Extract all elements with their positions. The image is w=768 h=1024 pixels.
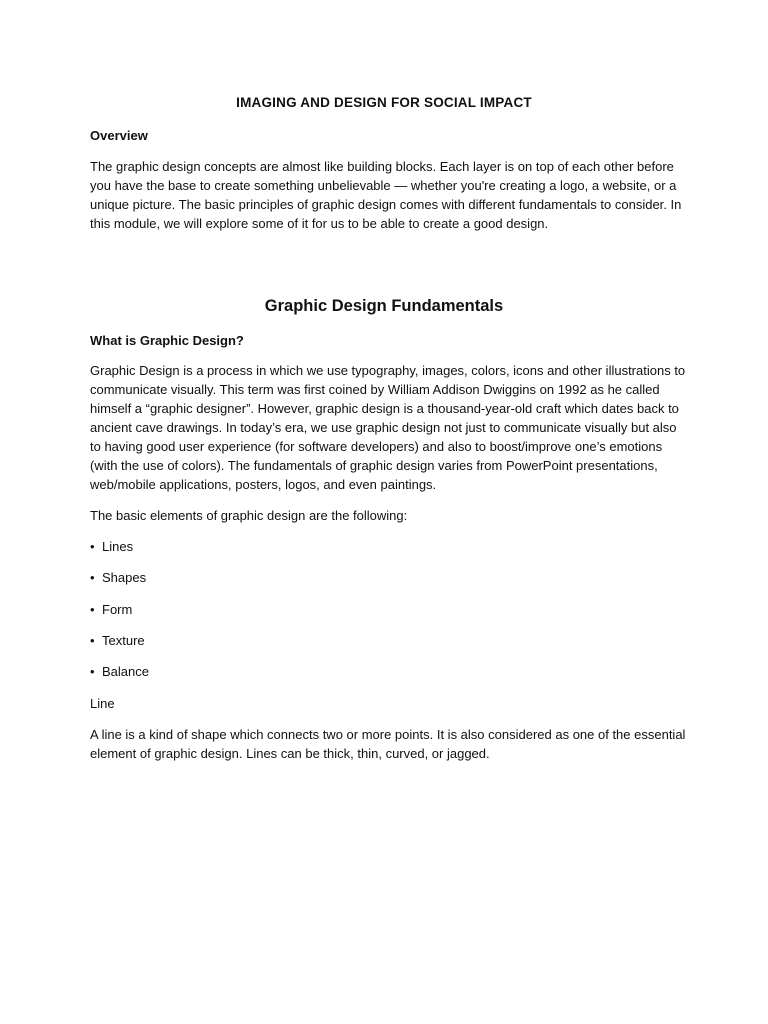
- list-item-label: Shapes: [102, 570, 147, 585]
- list-item-label: Balance: [102, 664, 149, 679]
- what-is-paragraph: Graphic Design is a process in which we use typography, images, colors, icons and other illustrations to communicate visually. This term was first coined by William Addison Dwiggins on 1992 as he called himself a “graphic designer”. However, graphic design is a thousand-year-old craft which dates back to ancient cave drawings. In today’s era, we use graphic design not just to communicate visually but also to having good user experience (for software developers) and also to boost/improve one’s emotions (with the use of colors). The fundamentals of graphic design varies from PowerPoint presentations, web/mobile applications, posters, logos, and even paintings.: [90, 363, 686, 492]
- overview-paragraph: The graphic design concepts are almost like building blocks. Each layer is on top of each other before you have the base to create something unbelievable — whether you're creating a logo, a website, or a unique picture. The basic principles of graphic design comes with different fundamentals to consider. In this module, we will explore some of it for us to be able to create a good design.: [90, 159, 682, 231]
- bullet-icon: •: [90, 664, 95, 679]
- line-paragraph: A line is a kind of shape which connects two or more points. It is also considered as one of the essential element of graphic design. Lines can be thick, thin, curved, or jagged.: [90, 727, 686, 761]
- list-item: [90, 600, 132, 619]
- overview-label: Overview: [90, 128, 148, 143]
- list-item: [90, 537, 133, 556]
- list-item: [90, 631, 145, 650]
- list-item: [90, 568, 146, 587]
- bullet-icon: •: [90, 539, 95, 554]
- list-item-label: Texture: [102, 633, 145, 648]
- section-heading: Graphic Design Fundamentals: [264, 297, 504, 315]
- list-item-label: Form: [102, 602, 133, 617]
- list-item: [90, 662, 149, 681]
- list-item-label: Lines: [102, 539, 134, 554]
- bullet-icon: •: [90, 633, 95, 648]
- line-label: Line: [90, 696, 115, 711]
- document-title: IMAGING AND DESIGN FOR SOCIAL IMPACT: [236, 95, 532, 110]
- bullet-icon: •: [90, 570, 95, 585]
- what-is-label: What is Graphic Design?: [90, 333, 244, 348]
- elements-intro: The basic elements of graphic design are the following:: [90, 508, 408, 523]
- bullet-icon: •: [90, 602, 95, 617]
